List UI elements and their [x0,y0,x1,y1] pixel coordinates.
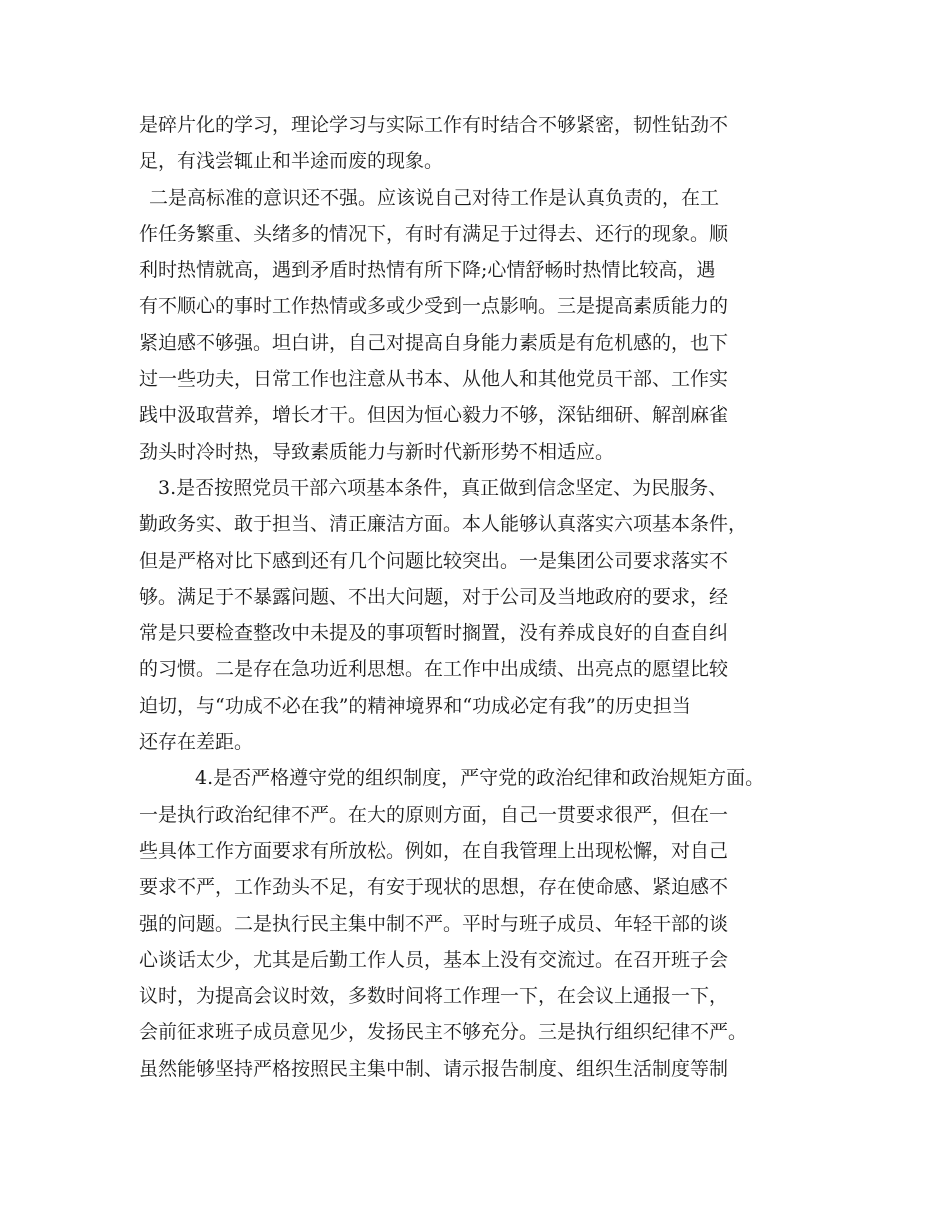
text-line: 迫切，与“功成不必在我”的精神境界和“功成必定有我”的历史担当 [139,694,691,717]
body-text [139,107,819,1087]
text-line: 强的问题。二是执行民主集中制不严。平时与班子成员、年轻干部的谈 [139,912,729,935]
text-line: 劲头时冷时热，导致素质能力与新时代新形势不相适应。 [139,440,615,463]
text-line: 二是高标准的意识还不强。应该说自己对待工作是认真负责的，在工 [149,186,720,209]
text-line: 些具体工作方面要求有所放松。例如，在自我管理上出现松懈，对自己 [139,839,729,862]
text-line: 常是只要检查整改中未提及的事项暂时搁置，没有养成良好的自查自纠 [139,622,729,645]
text-line: 议时，为提高会议时效，多数时间将工作理一下，在会议上通报一下， [139,985,729,1008]
text-line: 足，有浅尝辄止和半途而废的现象。 [139,150,444,173]
text-line: 3.是否按照党员干部六项基本条件，真正做到信念坚定、为民服务、 [158,476,728,499]
text-line: 是碎片化的学习，理论学习与实际工作有时结合不够紧密，韧性钻劲不 [139,114,729,136]
text-line: 作任务繁重、头绪多的情况下，有时有满足于过得去、还行的现象。顺 [139,222,729,245]
text-line: 过一些功夫，日常工作也注意从书本、从他人和其他党员干部、工作实 [139,368,729,391]
text-line: 践中汲取营养，增长才干。但因为恒心毅力不够，深钻细研、解剖麻雀 [139,404,729,427]
text-line: 还存在差距。 [139,731,254,754]
text-line: 心谈话太少，尤其是后勤工作人员，基本上没有交流过。在召开班子会 [139,948,729,971]
text-line: 的习惯。二是存在急功近利思想。在工作中出成绩、出亮点的愿望比较 [139,658,729,681]
text-line: 利时热情就高，遇到矛盾时热情有所下降;心情舒畅时热情比较高，遇 [139,259,716,282]
text-line: 有不顺心的事时工作热情或多或少受到一点影响。三是提高素质能力的 [139,295,729,318]
text-line: 够。满足于不暴露问题、不出大问题，对于公司及当地政府的要求，经 [139,585,729,608]
text-line: 虽然能够坚持严格按照民主集中制、请示报告制度、组织生活制度等制 [139,1057,729,1080]
text-line: 要求不严，工作劲头不足，有安于现状的思想，存在使命感、紧迫感不 [139,876,729,899]
text-line: 勤政务实、敢于担当、清正廉洁方面。本人能够认真落实六项基本条件， [139,513,748,536]
text-line: 但是严格对比下感到还有几个问题比较突出。一是集团公司要求落实不 [139,549,729,572]
text-line: 一是执行政治纪律不严。在大的原则方面，自己一贯要求很严，但在一 [139,803,729,826]
text-line: 会前征求班子成员意见少，发扬民主不够充分。三是执行组织纪律不严。 [139,1021,748,1044]
text-line: 4.是否严格遵守党的组织制度，严守党的政治纪律和政治规矩方面。 [195,767,765,790]
text-line: 紧迫感不够强。坦白讲，自己对提高自身能力素质是有危机感的，也下 [139,331,729,354]
